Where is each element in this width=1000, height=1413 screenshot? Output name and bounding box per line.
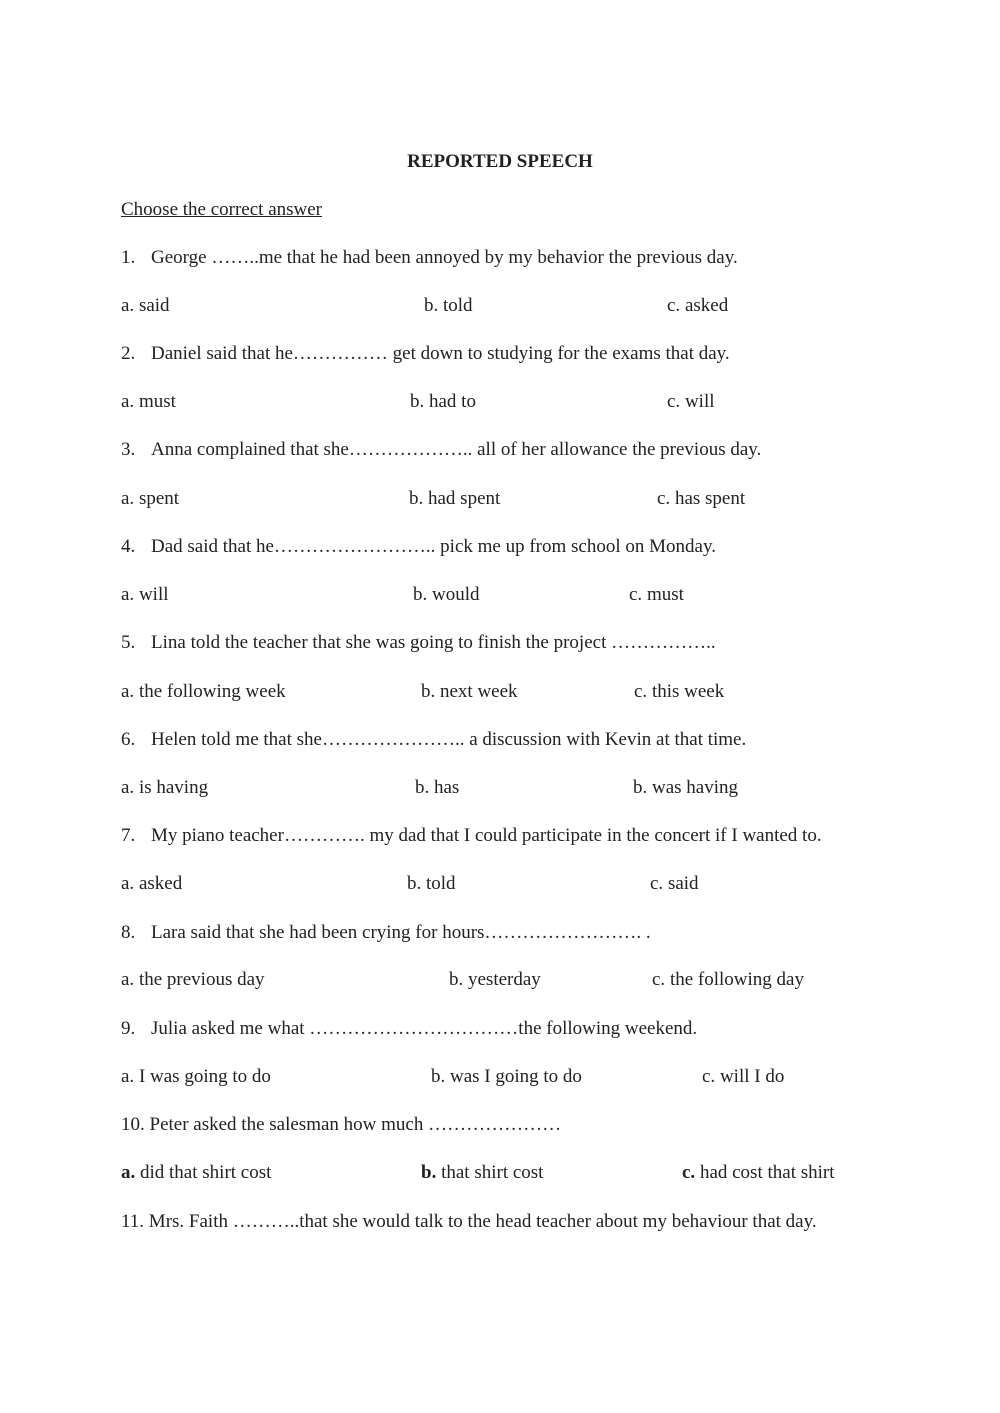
option-10a: a. did that shirt cost <box>121 1162 272 1183</box>
option-2a: a. must <box>121 391 176 412</box>
question-text: George ……..me that he had been annoyed by my behavior the previous day. <box>151 247 738 268</box>
option-3c: c. has spent <box>657 488 746 509</box>
page-title: REPORTED SPEECH <box>407 151 593 172</box>
option-4a: a. will <box>121 584 169 605</box>
question-number: 2. <box>121 343 136 364</box>
question-2 <box>121 343 730 365</box>
option-5c: c. this week <box>634 681 725 702</box>
question-text: My piano teacher…………. my dad that I could participate in the concert if I wanted to. <box>151 825 822 846</box>
option-7c: c. said <box>650 873 699 894</box>
option-2b: b. had to <box>410 391 476 412</box>
question-number: 8. <box>121 922 136 943</box>
question-number: 6. <box>121 729 136 750</box>
option-5a: a. the following week <box>121 681 286 702</box>
question-text: Lina told the teacher that she was going to finish the project …………….. <box>151 632 716 653</box>
question-text: Helen told me that she………………….. a discussion with Kevin at that time. <box>151 729 747 750</box>
question-text: Mrs. Faith ………..that she would talk to the head teacher about my behaviour that day. <box>148 1211 817 1232</box>
question-5 <box>121 632 716 654</box>
option-3b: b. had spent <box>409 488 501 509</box>
option-1b: b. told <box>424 295 473 316</box>
question-number: 11. <box>121 1211 145 1232</box>
option-4c: c. must <box>629 584 684 605</box>
option-10c: c. had cost that shirt <box>682 1162 835 1183</box>
option-9a: a. I was going to do <box>121 1066 271 1087</box>
option-7a: a. asked <box>121 873 183 894</box>
question-9 <box>121 1018 697 1040</box>
question-text: Anna complained that she……………….. all of her allowance the previous day. <box>151 439 762 460</box>
question-number: 9. <box>121 1018 136 1039</box>
option-8a: a. the previous day <box>121 969 265 990</box>
question-text: Lara said that she had been crying for hours……………………. . <box>151 922 651 943</box>
question-number: 10. <box>121 1114 145 1135</box>
option-4b: b. would <box>413 584 480 605</box>
option-6c: b. was having <box>633 777 739 798</box>
option-6b: b. has <box>415 777 460 798</box>
question-11 <box>121 1211 817 1233</box>
option-6a: a. is having <box>121 777 209 798</box>
option-9b: b. was I going to do <box>431 1066 582 1087</box>
question-1 <box>121 247 738 269</box>
question-number: 7. <box>121 825 136 846</box>
question-10 <box>121 1114 561 1136</box>
option-3a: a. spent <box>121 488 180 509</box>
option-10b: b. that shirt cost <box>421 1162 544 1183</box>
question-number: 4. <box>121 536 136 557</box>
question-4 <box>121 536 716 558</box>
question-3 <box>121 439 761 461</box>
question-7 <box>121 825 822 847</box>
option-2c: c. will <box>667 391 715 412</box>
question-6 <box>121 729 746 751</box>
instruction-text: Choose the correct answer <box>121 199 323 220</box>
option-9c: c. will I do <box>702 1066 785 1087</box>
question-number: 3. <box>121 439 136 460</box>
question-text: Peter asked the salesman how much ………………… <box>149 1114 562 1135</box>
question-number: 1. <box>121 247 136 268</box>
question-number: 5. <box>121 632 136 653</box>
option-8c: c. the following day <box>652 969 804 990</box>
option-5b: b. next week <box>421 681 518 702</box>
question-text: Julia asked me what ……………………………the following weekend. <box>151 1018 698 1039</box>
option-1c: c. asked <box>667 295 729 316</box>
question-8 <box>121 922 651 944</box>
option-7b: b. told <box>407 873 456 894</box>
question-text: Dad said that he…………………….. pick me up from school on Monday. <box>151 536 716 557</box>
option-8b: b. yesterday <box>449 969 541 990</box>
question-text: Daniel said that he…………… get down to studying for the exams that day. <box>151 343 730 364</box>
option-1a: a. said <box>121 295 170 316</box>
